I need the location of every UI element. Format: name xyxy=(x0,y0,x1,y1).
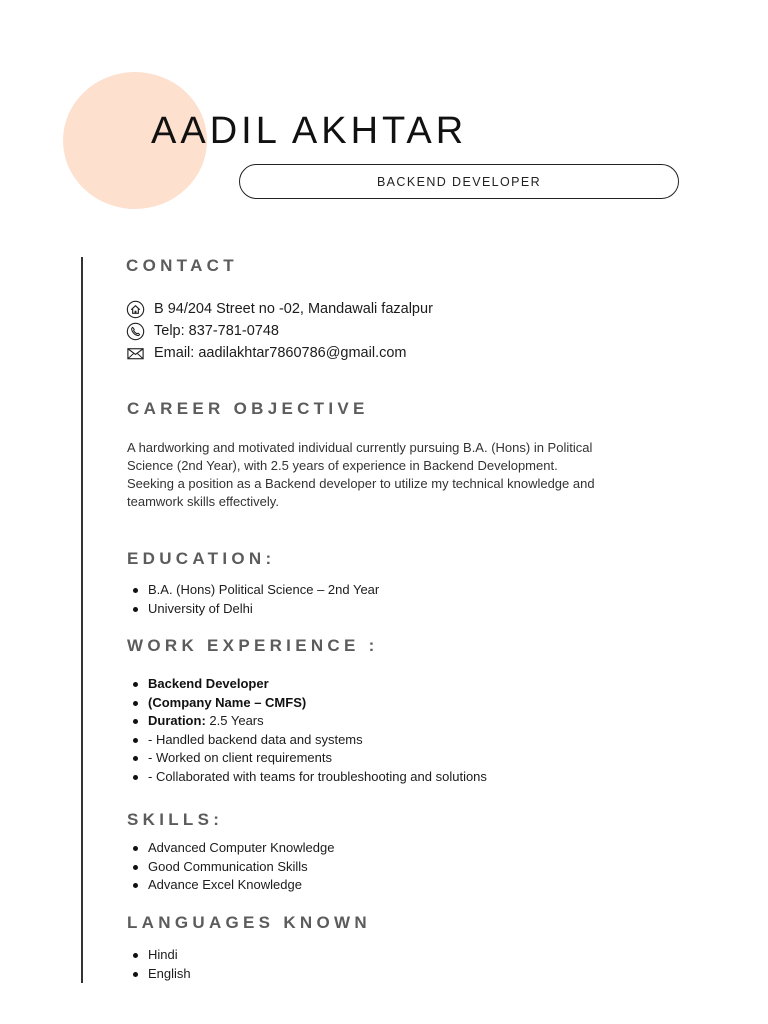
skills-list xyxy=(127,839,334,895)
career-objective-text: A hardworking and motivated individual currently pursuing B.A. (Hons) in Political Science (2nd Year), with 2.5 years of experience in Backend Development. Seeking a position as a Backend developer to utilize my technical knowledge and teamwork skills effectively. xyxy=(127,440,595,509)
skills-heading: SKILLS: xyxy=(127,810,224,829)
list-item: Hindi xyxy=(127,946,191,965)
list-item: - Worked on client requirements xyxy=(127,749,487,768)
work-experience-list xyxy=(127,675,487,786)
education-heading: EDUCATION: xyxy=(127,549,276,568)
email-text: Email: aadilakhtar7860786@gmail.com xyxy=(154,345,407,361)
list-item xyxy=(127,712,487,731)
role-label: BACKEND DEVELOPER xyxy=(376,174,542,189)
list-item: Advanced Computer Knowledge xyxy=(127,839,334,858)
home-icon xyxy=(126,300,145,319)
phone-icon xyxy=(126,322,145,341)
languages-heading: LANGUAGES KNOWN xyxy=(127,913,371,932)
work-experience-heading: WORK EXPERIENCE : xyxy=(127,636,379,655)
contact-email xyxy=(126,343,407,363)
role-badge xyxy=(239,164,679,199)
list-item xyxy=(127,675,487,694)
list-item: Good Communication Skills xyxy=(127,858,334,877)
job-title: Backend Developer xyxy=(148,676,269,691)
contact-heading: CONTACT xyxy=(126,256,238,275)
duration-label: Duration: xyxy=(148,713,206,728)
list-item: - Handled backend data and systems xyxy=(127,731,487,750)
address-text: B 94/204 Street no -02, Mandawali fazalpur xyxy=(154,301,433,317)
list-item xyxy=(127,694,487,713)
languages-list xyxy=(127,946,191,983)
education-list xyxy=(127,581,379,618)
phone-text: Telp: 837-781-0748 xyxy=(154,323,279,339)
timeline-divider xyxy=(81,257,83,983)
candidate-name: AADIL AKHTAR xyxy=(151,110,468,152)
list-item: University of Delhi xyxy=(127,600,379,619)
list-item: B.A. (Hons) Political Science – 2nd Year xyxy=(127,581,379,600)
career-objective-heading: CAREER OBJECTIVE xyxy=(127,399,369,418)
list-item: - Collaborated with teams for troubleshooting and solutions xyxy=(127,768,487,787)
contact-phone xyxy=(126,321,279,341)
mail-icon xyxy=(126,344,145,363)
list-item: English xyxy=(127,965,191,984)
list-item: Advance Excel Knowledge xyxy=(127,876,334,895)
contact-address xyxy=(126,299,433,319)
duration-value: 2.5 Years xyxy=(209,713,264,728)
company-name: (Company Name – CMFS) xyxy=(148,694,307,710)
